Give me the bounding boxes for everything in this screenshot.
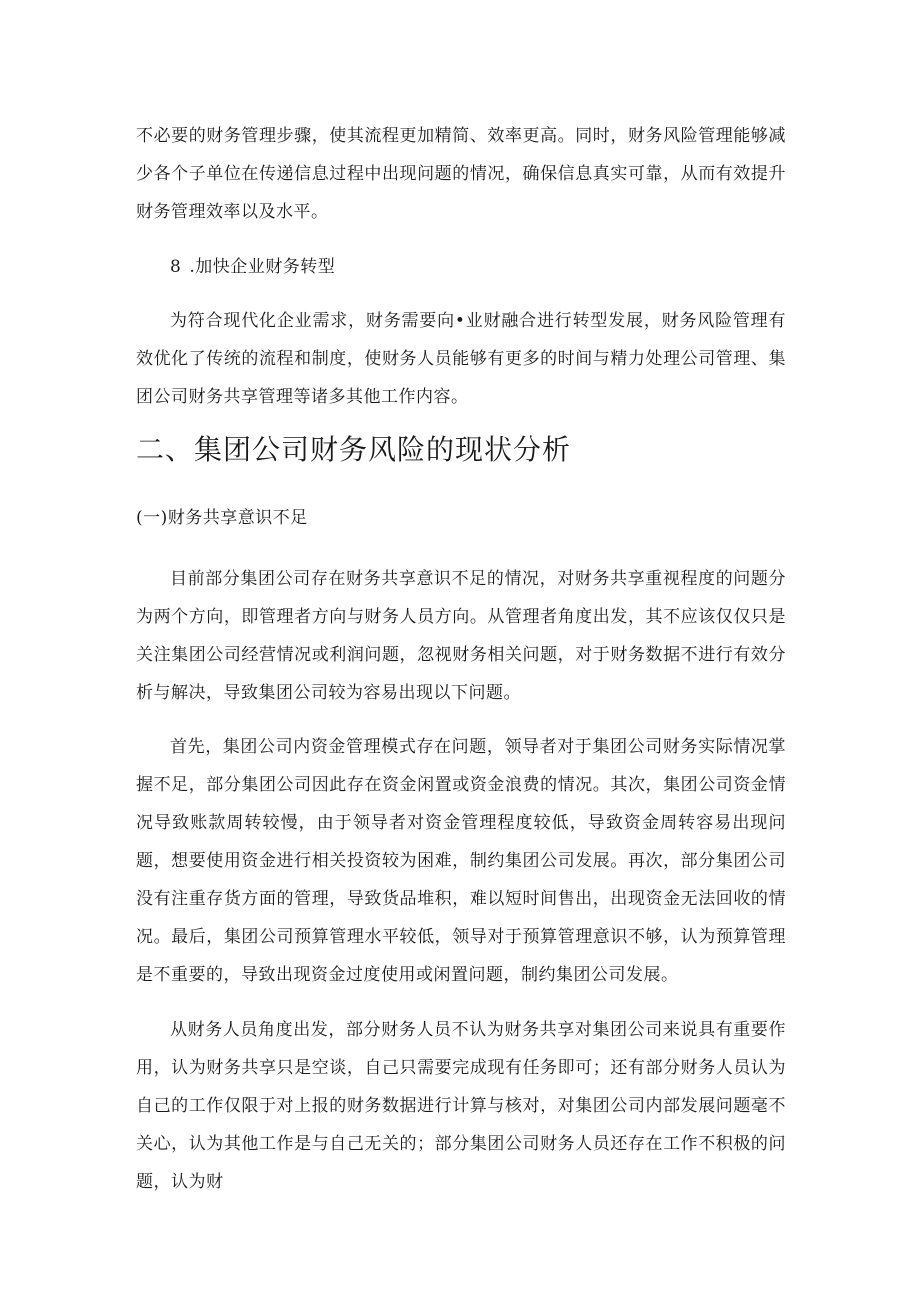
item-heading-8: [136, 252, 786, 282]
paragraph-awareness: 目前部分集团公司存在财务共享意识不足的情况，对财务共享重视程度的问题分为两个方向，即管理者方向与财务人员方向。从管理者角度出发，其不应该仅仅只是关注集团公司经营情况或利润问题，忽视财务相关问题，对于财务数据不进行有效分析与解决，导致集团公司较为容易出现以下问题。: [136, 569, 786, 703]
paragraph-staff-perspective: 从财务人员角度出发，部分财务人员不认为财务共享对集团公司来说具有重要作用，认为财务共享只是空谈，自己只需要完成现有任务即可；还有部分财务人员认为自己的工作仅限于对上报的财务数据进行计算与核对，对集团公司内部发展问题毫不关心，认为其他工作是与自己无关的；部分集团公司财务人员还存在工作不积极的问题，认为财: [136, 1020, 786, 1192]
item-title: .加快企业财务转型: [189, 257, 336, 277]
paragraph-finance-transformation: 为符合现代化企业需求，财务需要向•业财融合进行转型发展，财务风险管理有效优化了传统的流程和制度，使财务人员能够有更多的时间与精力处理公司管理、集团公司财务共享管理等诸多其他工作内容。: [136, 311, 786, 407]
item-number: 8: [170, 257, 182, 277]
paragraph-management-problems: 首先，集团公司内资金管理模式存在问题，领导者对于集团公司财务实际情况掌握不足，部分集团公司因此存在资金闲置或资金浪费的情况。其次，集团公司资金情况导致账款周转较慢，由于领导者对资金管理程度较低，导致资金周转容易出现问题，想要使用资金进行相关投资较为困难，制约集团公司发展。再次，部分集团公司没有注重存货方面的管理，导致货品堆积，难以短时间售出，出现资金无法回收的情况。最后，集团公司预算管理水平较低，领导对于预算管理意识不够，认为预算管理是不重要的，导致出现资金过度使用或闲置问题，制约集团公司发展。: [136, 737, 786, 985]
section-heading: 二、集团公司财务风险的现状分析: [136, 433, 572, 466]
sub-heading: (一)财务共享意识不足: [136, 508, 308, 528]
paragraph-continuation: 不必要的财务管理步骤，使其流程更加精简、效率更高。同时，财务风险管理能够减少各个子单位在传递信息过程中出现问题的情况，确保信息真实可靠，从而有效提升财务管理效率以及水平。: [136, 126, 786, 222]
